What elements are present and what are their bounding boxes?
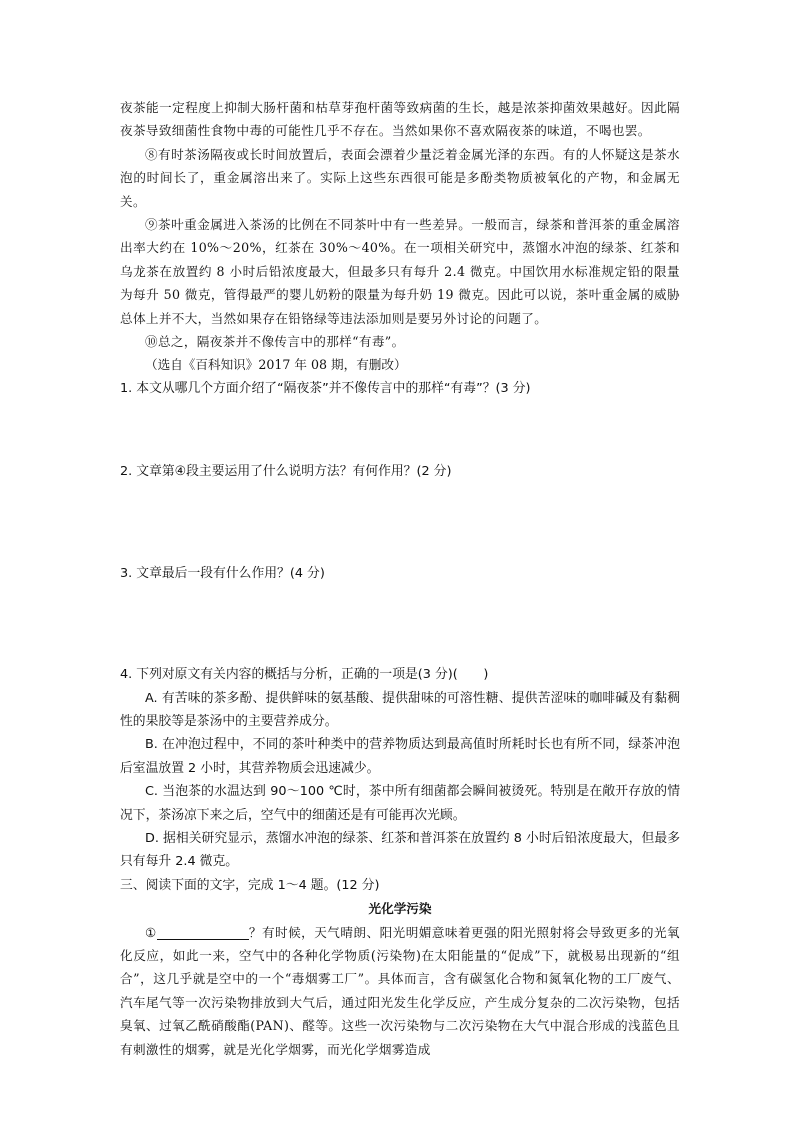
option-b: B. 在冲泡过程中，不同的茶叶种类中的营养物质达到最高值时所耗时长也有所不同，绿茶冲泡后室温放置 2 小时，其营养物质会迅速减少。 <box>120 737 680 776</box>
document-body <box>120 96 680 1061</box>
paragraph-number: ① <box>145 924 157 940</box>
passage-source: （选自《百科知识》2017 年 08 期，有删改） <box>145 357 407 373</box>
answer-space-3 <box>120 585 680 663</box>
section-3-heading: 三、阅读下面的文字，完成 1～4 题。(12 分) <box>120 877 380 893</box>
article-title: 光化学污染 <box>368 901 432 917</box>
article-paragraph-1 <box>120 921 680 1061</box>
answer-space-2 <box>120 484 680 562</box>
fill-in-blank[interactable] <box>157 925 249 940</box>
option-a: A. 有苦味的茶多酚、提供鲜味的氨基酸、提供甜味的可溶性糖、提供苦涩味的咖啡碱及有黏稠性的果胶等是茶汤中的主要营养成分。 <box>120 690 680 729</box>
question-1: 1. 本文从哪几个方面介绍了“隔夜茶”并不像传言中的那样“有毒”？(3 分) <box>120 380 531 396</box>
question-3: 3. 文章最后一段有什么作用？(4 分) <box>120 565 325 581</box>
question-2: 2. 文章第④段主要运用了什么说明方法？有何作用？(2 分) <box>120 464 452 480</box>
option-c: C. 当泡茶的水温达到 90～100 ℃时，茶中所有细菌都会瞬间被烫死。特别是在敞开存放的情况下，茶汤凉下来之后，空气中的细菌还是有可能再次光顾。 <box>120 784 680 823</box>
passage-paragraph-continued: 夜茶能一定程度上抑制大肠杆菌和枯草芽孢杆菌等致病菌的生长，越是浓茶抑菌效果越好。因此隔夜茶导致细菌性食物中毒的可能性几乎不存在。当然如果你不喜欢隔夜茶的味道，不喝也罢。 <box>120 100 680 139</box>
passage-paragraph-10: ⑩总之，隔夜茶并不像传言中的那样“有毒”。 <box>145 334 405 350</box>
question-4: 4. 下列对原文有关内容的概括与分析，正确的一项是(3 分)( ) <box>120 667 489 683</box>
option-d: D. 据相关研究显示，蒸馏水冲泡的绿茶、红茶和普洱茶在放置约 8 小时后铅浓度最大，但最多只有每升 2.4 微克。 <box>120 830 680 870</box>
passage-paragraph-8: ⑧有时茶汤隔夜或长时间放置后，表面会漂着少量泛着金属光泽的东西。有的人怀疑这是茶水泡的时间长了，重金属溶出来了。实际上这些东西很可能是多酚类物质被氧化的产物，和金属无关。 <box>120 146 680 209</box>
passage-paragraph-9: ⑨茶叶重金属进入茶汤的比例在不同茶叶中有一些差异。一般而言，绿茶和普洱茶的重金属溶出率大约在 10%～20%，红茶在 30%～40%。在一项相关研究中，蒸馏水冲泡的绿茶、红茶和乌龙茶在放置约 8 小时后铅浓度最大，但最多只有每升 2.4 微克。中国饮用水标准规定铅的限量为每升 50 微克，管得最严的婴儿奶粉的限量为每升奶 19 微克。因此可以说，茶叶重金属的威胁总体上并不大，当然如果存在铅铬绿等违法添加则是要另外讨论的问题了。 <box>120 217 680 326</box>
answer-space-1 <box>120 400 680 460</box>
article-paragraph-1-text: ？有时候，天气晴朗、阳光明媚意味着更强的阳光照射将会导致更多的光氧化反应，如此一来，空气中的各种化学物质(污染物)在太阳能量的“促成”下，就极易出现新的“组合”，这几乎就是空中的一个“毒烟雾工厂”。具体而言，含有碳氢化合物和氮氧化物的工厂废气、汽车尾气等一次污染物排放到大气后，通过阳光发生化学反应，产生成分复杂的二次污染物，包括臭氧、过氧乙酰硝酸酯(PAN)、醛等。这些一次污染物与二次污染物在大气中混合形成的浅蓝色且有刺激性的烟雾，就是光化学烟雾，而光化学烟雾造成 <box>120 924 680 1057</box>
